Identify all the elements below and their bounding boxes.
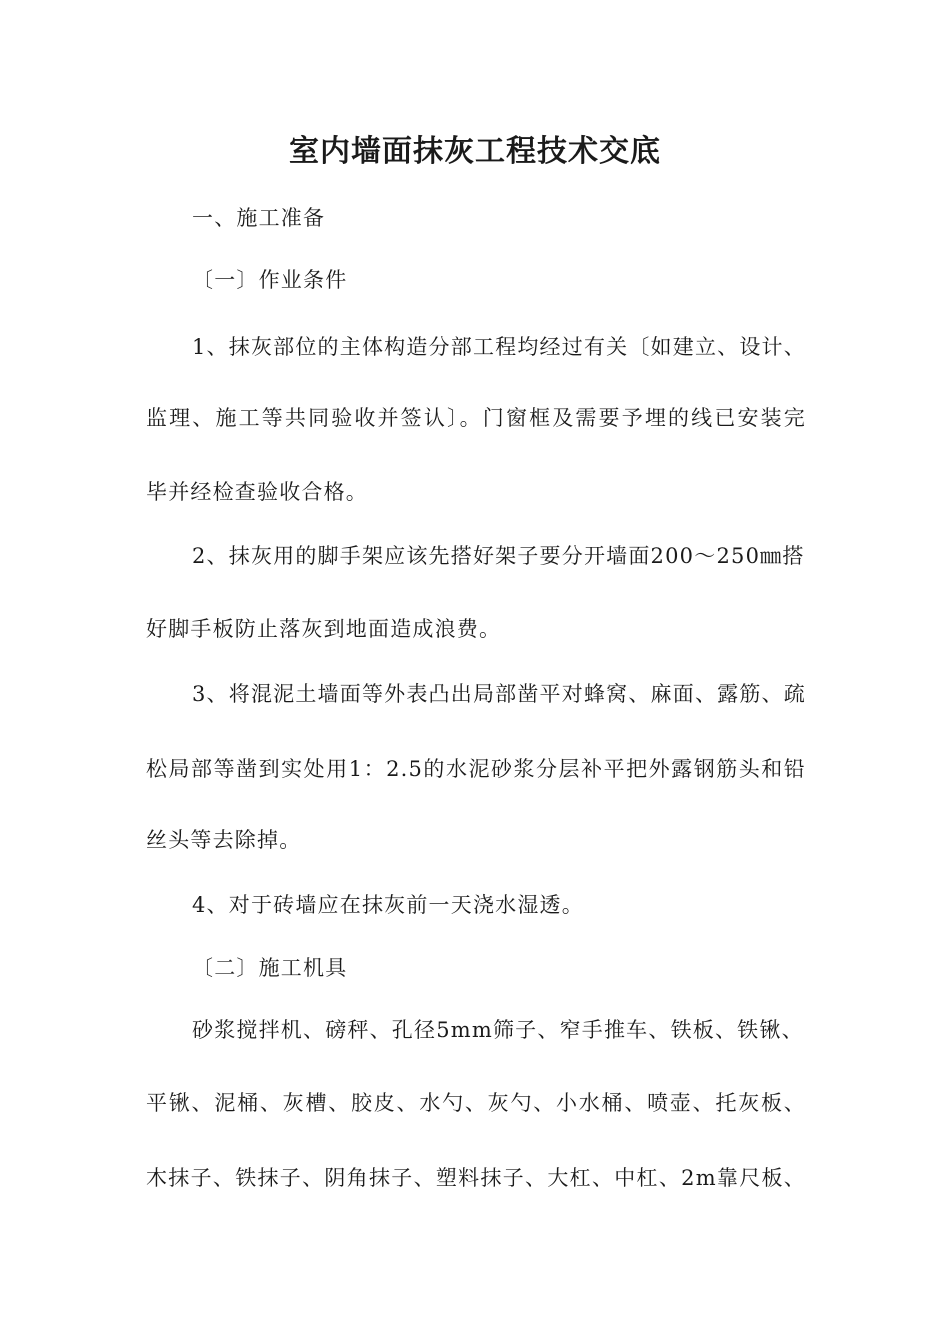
paragraph-line: 毕并经检查验收合格。 xyxy=(146,480,368,504)
paragraph-line: 松局部等凿到实处用1：2.5的水泥砂浆分层补平把外露钢筋头和铅 xyxy=(146,757,806,781)
paragraph-line: 好脚手板防止落灰到地面造成浪费。 xyxy=(146,617,502,641)
paragraph-line: 砂浆搅拌机、磅秤、孔径5mm筛子、窄手推车、铁板、铁锹、 xyxy=(192,1018,804,1042)
subsection-heading-construction-tools: 〔二〕施工机具 xyxy=(192,956,348,980)
paragraph-line: 1、抹灰部位的主体构造分部工程均经过有关〔如建立、设计、 xyxy=(192,335,806,359)
paragraph-line: 木抹子、铁抹子、阴角抹子、塑料抹子、大杠、中杠、2m靠尺板、 xyxy=(146,1166,806,1190)
paragraph-line: 3、将混泥土墙面等外表凸出局部凿平对蜂窝、麻面、露筋、疏 xyxy=(192,682,806,706)
paragraph-line: 丝头等去除掉。 xyxy=(146,828,302,852)
paragraph-line: 4、对于砖墙应在抹灰前一天浇水湿透。 xyxy=(192,893,584,917)
document-title: 室内墙面抹灰工程技术交底 xyxy=(289,134,661,169)
subsection-heading-work-conditions: 〔一〕作业条件 xyxy=(192,268,348,292)
section-heading-construction-prep: 一、施工准备 xyxy=(192,206,326,230)
paragraph-line: 2、抹灰用的脚手架应该先搭好架子要分开墙面200～250㎜搭 xyxy=(192,544,805,568)
paragraph-line: 监理、施工等共同验收并签认〕。门窗框及需要予埋的线已安装完 xyxy=(146,406,806,430)
paragraph-line: 平锹、泥桶、灰槽、胶皮、水勺、灰勺、小水桶、喷壶、托灰板、 xyxy=(146,1091,806,1115)
